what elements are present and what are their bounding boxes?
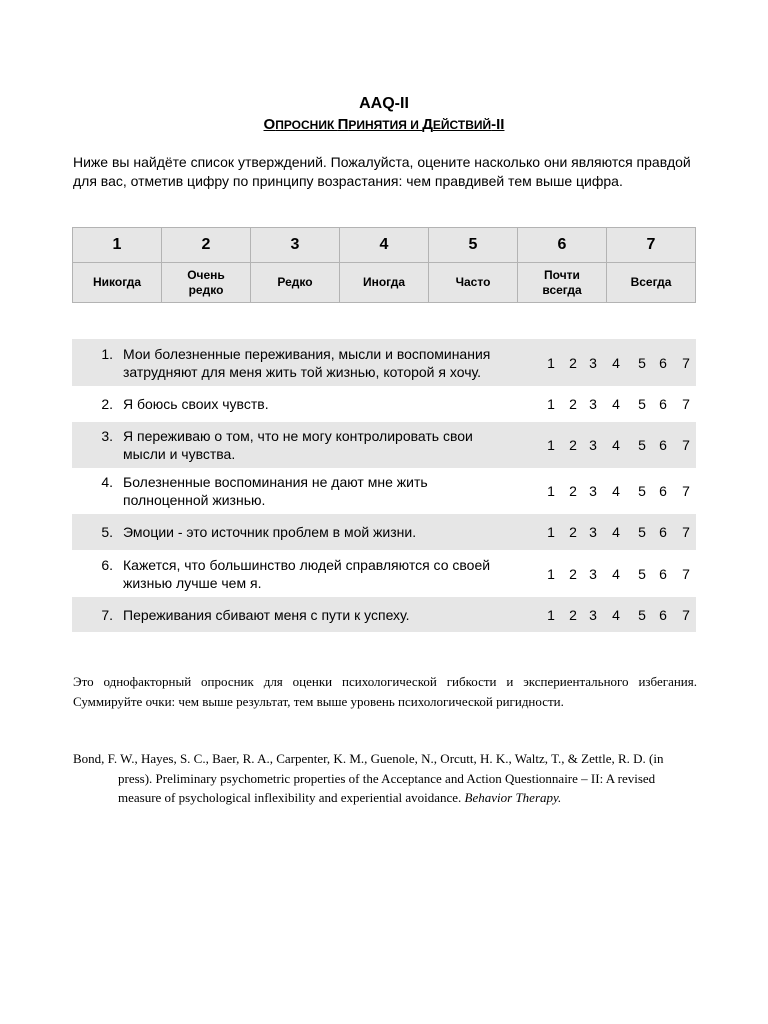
rating-option-5[interactable]: 5 bbox=[638, 437, 646, 453]
rating-option-5[interactable]: 5 bbox=[638, 566, 646, 582]
statement-row bbox=[72, 339, 696, 386]
statement-number: 5. bbox=[101, 524, 113, 540]
rating-option-1[interactable]: 1 bbox=[547, 437, 555, 453]
subtitle-part: ПРОСНИК bbox=[275, 118, 338, 132]
citation bbox=[73, 749, 697, 808]
rating-option-3[interactable]: 3 bbox=[589, 483, 597, 499]
statement-number: 3. bbox=[101, 428, 113, 444]
statement-number: 7. bbox=[101, 607, 113, 623]
subtitle-part: О bbox=[263, 116, 276, 133]
statement-row bbox=[72, 387, 696, 421]
subtitle-part: -II bbox=[491, 116, 505, 133]
statement-number: 4. bbox=[101, 474, 113, 490]
rating-option-7[interactable]: 7 bbox=[682, 437, 690, 453]
scale-number: 5 bbox=[429, 228, 518, 263]
statement-number: 2. bbox=[101, 396, 113, 412]
statement-line: Я боюсь своих чувств. bbox=[123, 396, 269, 412]
scale-number: 1 bbox=[73, 228, 162, 263]
rating-option-1[interactable]: 1 bbox=[547, 396, 555, 412]
statement-line: мысли и чувства. bbox=[123, 446, 236, 462]
statement-row bbox=[72, 551, 696, 596]
rating-option-4[interactable]: 4 bbox=[612, 566, 620, 582]
scale-number: 7 bbox=[607, 228, 696, 263]
rating-option-1[interactable]: 1 bbox=[547, 524, 555, 540]
scale-label bbox=[251, 263, 340, 303]
statement-text bbox=[123, 473, 533, 509]
rating-option-5[interactable]: 5 bbox=[638, 396, 646, 412]
statement-line: Переживания сбивают меня с пути к успеху. bbox=[123, 607, 410, 623]
scale-label-line: редко bbox=[188, 282, 224, 297]
rating-option-5[interactable]: 5 bbox=[638, 355, 646, 371]
scale-label-line: Часто bbox=[455, 275, 491, 289]
rating-option-6[interactable]: 6 bbox=[659, 396, 667, 412]
rating-option-7[interactable]: 7 bbox=[682, 396, 690, 412]
rating-option-7[interactable]: 7 bbox=[682, 566, 690, 582]
subtitle-part: ЕЙСТВИЙ bbox=[432, 118, 492, 132]
rating-option-6[interactable]: 6 bbox=[659, 483, 667, 499]
rating-option-3[interactable]: 3 bbox=[589, 355, 597, 371]
statement-line: жизнью лучше чем я. bbox=[123, 575, 262, 591]
rating-option-5[interactable]: 5 bbox=[638, 483, 646, 499]
statement-line: Болезненные воспоминания не дают мне жить bbox=[123, 474, 428, 490]
rating-option-2[interactable]: 2 bbox=[569, 396, 577, 412]
rating-option-4[interactable]: 4 bbox=[612, 524, 620, 540]
statement-line: Я переживаю о том, что не могу контролировать свои bbox=[123, 428, 473, 444]
scale-label bbox=[429, 263, 518, 303]
scale-number: 6 bbox=[518, 228, 607, 263]
rating-option-7[interactable]: 7 bbox=[682, 483, 690, 499]
rating-option-5[interactable]: 5 bbox=[638, 524, 646, 540]
scale-label bbox=[340, 263, 429, 303]
rating-option-2[interactable]: 2 bbox=[569, 607, 577, 623]
subtitle-part: Д bbox=[422, 116, 433, 133]
scale-label-line: всегда bbox=[542, 282, 582, 297]
rating-option-2[interactable]: 2 bbox=[569, 524, 577, 540]
statement-row bbox=[72, 514, 696, 550]
rating-option-4[interactable]: 4 bbox=[612, 607, 620, 623]
statement-number: 6. bbox=[101, 557, 113, 573]
rating-option-7[interactable]: 7 bbox=[682, 607, 690, 623]
scale-number: 3 bbox=[251, 228, 340, 263]
rating-option-6[interactable]: 6 bbox=[659, 355, 667, 371]
scale-label bbox=[162, 263, 251, 303]
rating-option-1[interactable]: 1 bbox=[547, 355, 555, 371]
rating-option-4[interactable]: 4 bbox=[612, 483, 620, 499]
statement-text bbox=[123, 556, 533, 592]
rating-option-2[interactable]: 2 bbox=[569, 566, 577, 582]
rating-option-3[interactable]: 3 bbox=[589, 524, 597, 540]
scoring-note: Это однофакторный опросник для оценки психологической гибкости и экспериентального избегания. Суммируйте очки: чем выше результат, тем выше уровень психологической ригидности. bbox=[73, 674, 697, 709]
citation-journal: Behavior Therapy. bbox=[464, 790, 562, 805]
statement-line: Эмоции - это источник проблем в мой жизни. bbox=[123, 524, 417, 540]
statement-row bbox=[72, 422, 696, 468]
rating-scale-table bbox=[72, 227, 696, 303]
citation-text: Bond, F. W., Hayes, S. C., Baer, R. A., Carpenter, K. M., Guenole, N., Orcutt, H. K., Waltz, T., & Zettle, R. D. (in press). Preliminary psychometric properties of the Acceptance and Action Questionnaire – II: A revised measure of psychological inflexibility and experiential avoidance. bbox=[73, 751, 664, 805]
scale-label-line: Очень bbox=[187, 267, 225, 282]
subtitle-part: П bbox=[337, 116, 349, 133]
scale-label bbox=[607, 263, 696, 303]
rating-option-4[interactable]: 4 bbox=[612, 437, 620, 453]
scale-label bbox=[73, 263, 162, 303]
rating-option-7[interactable]: 7 bbox=[682, 355, 690, 371]
rating-option-3[interactable]: 3 bbox=[589, 437, 597, 453]
scale-label bbox=[518, 263, 607, 303]
rating-option-3[interactable]: 3 bbox=[589, 396, 597, 412]
rating-option-4[interactable]: 4 bbox=[612, 355, 620, 371]
scale-label-line: Иногда bbox=[362, 275, 406, 289]
rating-option-1[interactable]: 1 bbox=[547, 483, 555, 499]
scale-label-line: Почти bbox=[544, 267, 580, 282]
scale-label-line: Редко bbox=[277, 275, 313, 289]
rating-option-4[interactable]: 4 bbox=[612, 396, 620, 412]
scale-label-line: Никогда bbox=[92, 275, 142, 289]
rating-option-1[interactable]: 1 bbox=[547, 607, 555, 623]
page-subtitle bbox=[0, 115, 768, 135]
rating-option-2[interactable]: 2 bbox=[569, 483, 577, 499]
statement-line: Мои болезненные переживания, мысли и воспоминания bbox=[123, 346, 491, 362]
rating-option-3[interactable]: 3 bbox=[589, 566, 597, 582]
page-title: AAQ-II bbox=[359, 95, 409, 112]
statement-number: 1. bbox=[101, 346, 113, 362]
statement-text bbox=[123, 427, 533, 463]
subtitle-part: РИНЯТИЯ И bbox=[348, 118, 423, 132]
statement-row bbox=[72, 597, 696, 632]
scale-number: 2 bbox=[162, 228, 251, 263]
rating-option-2[interactable]: 2 bbox=[569, 437, 577, 453]
rating-option-6[interactable]: 6 bbox=[659, 437, 667, 453]
rating-option-1[interactable]: 1 bbox=[547, 566, 555, 582]
rating-option-2[interactable]: 2 bbox=[569, 355, 577, 371]
instructions: Ниже вы найдёте список утверждений. Пожалуйста, оцените насколько они являются правдой для вас, отметив цифру по принципу возрастания: чем правдивей тем выше цифра. bbox=[73, 154, 691, 189]
scale-number: 4 bbox=[340, 228, 429, 263]
rating-option-5[interactable]: 5 bbox=[638, 607, 646, 623]
statement-text bbox=[123, 345, 533, 381]
rating-option-6[interactable]: 6 bbox=[659, 607, 667, 623]
rating-option-3[interactable]: 3 bbox=[589, 607, 597, 623]
rating-option-7[interactable]: 7 bbox=[682, 524, 690, 540]
statement-text bbox=[123, 606, 533, 624]
statement-line: Кажется, что большинство людей справляются со своей bbox=[123, 557, 491, 573]
statement-line: полноценной жизнью. bbox=[123, 492, 266, 508]
statement-text bbox=[123, 395, 533, 413]
statement-line: затрудняют для меня жить той жизнью, которой я хочу. bbox=[123, 364, 481, 380]
statement-text bbox=[123, 523, 533, 541]
scale-label-line: Всегда bbox=[630, 275, 672, 289]
statement-row bbox=[72, 469, 696, 513]
rating-option-6[interactable]: 6 bbox=[659, 566, 667, 582]
rating-option-6[interactable]: 6 bbox=[659, 524, 667, 540]
